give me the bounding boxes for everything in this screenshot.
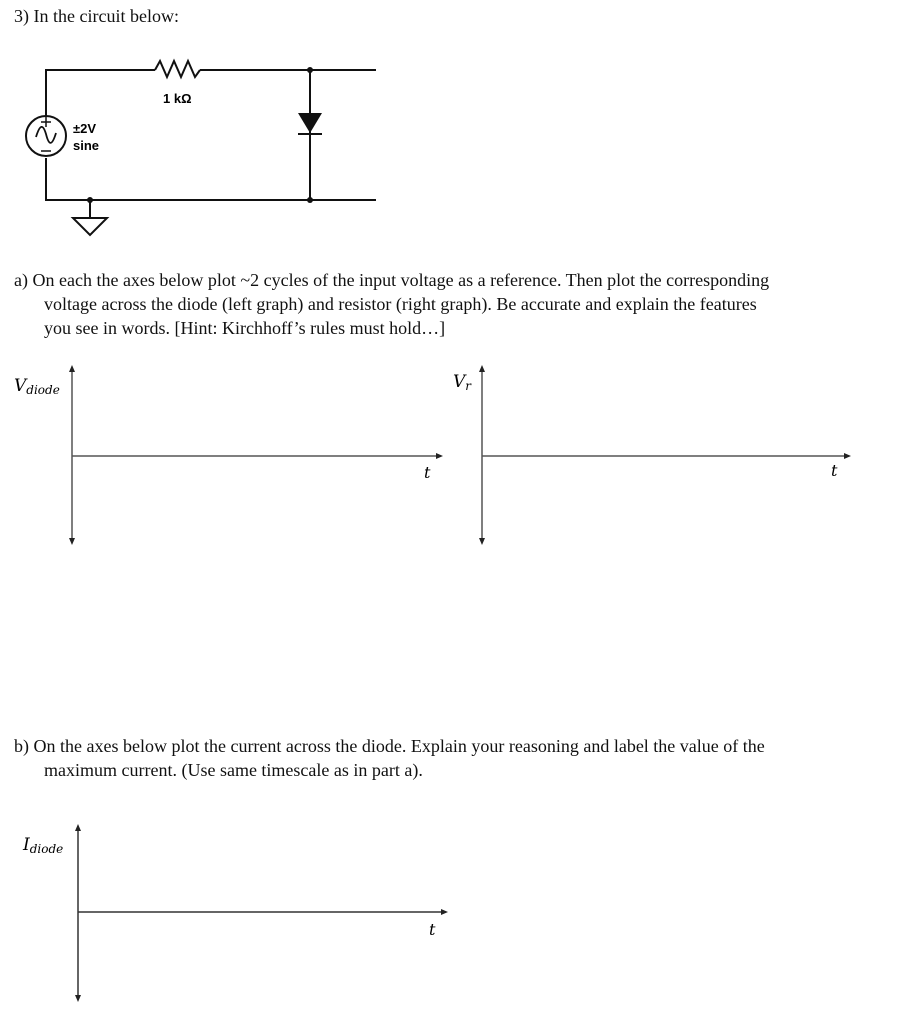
part-b-line-2: maximum current. (Use same timescale as in part a). (44, 760, 423, 780)
ground-icon (73, 218, 107, 235)
part-a-line-2: voltage across the diode (left graph) and resistor (right graph). Be accurate and explain the features (44, 294, 757, 314)
diode-icon (298, 113, 322, 134)
junction-dot (307, 197, 313, 203)
question-title: 3) In the circuit below: (14, 6, 179, 26)
vr-x-label: t (831, 461, 838, 480)
idiode-y-label: Idiode (23, 835, 64, 856)
part-a-line-1: a) On each the axes below plot ~2 cycles of the input voltage as a reference. Then plot the corresponding (14, 270, 770, 290)
part-b-prompt (14, 734, 884, 782)
part-a-line-3: you see in words. [Hint: Kirchhoff’s rules must hold…] (44, 318, 446, 338)
source-amplitude-label: ±2V (73, 121, 97, 136)
idiode-x-label: t (429, 920, 436, 939)
idiode-axes (0, 815, 470, 1015)
circuit-schematic (0, 0, 420, 250)
source-type-label: sine (73, 138, 100, 153)
vr-axes (440, 360, 902, 550)
resistor-label: 1 kΩ (163, 91, 192, 106)
resistor-icon (155, 61, 200, 77)
ac-source-icon (26, 116, 66, 156)
vr-y-label: Vr (453, 372, 472, 393)
junction-dot (87, 197, 93, 203)
part-b-line-1: b) On the axes below plot the current across the diode. Explain your reasoning and label the value of the (14, 736, 765, 756)
vdiode-y-label: Vdiode (14, 376, 60, 397)
junction-dot (307, 67, 313, 73)
part-a-prompt (14, 268, 884, 340)
vdiode-x-label: t (424, 463, 431, 482)
vdiode-axes (0, 360, 460, 550)
